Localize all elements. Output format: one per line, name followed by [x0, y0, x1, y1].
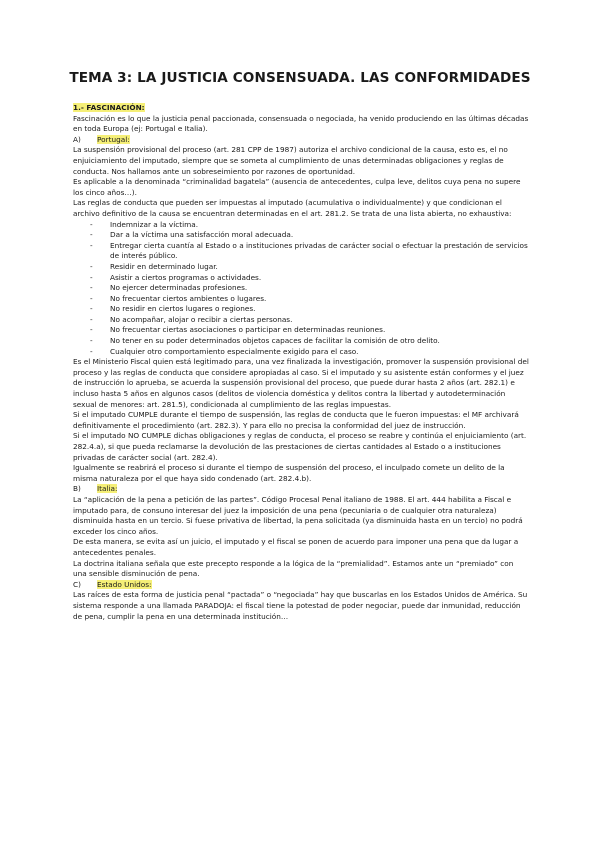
- list-item: - Cualquier otro comportamiento especialmente exigido para el caso.: [73, 347, 529, 358]
- list-item: - Asistir a ciertos programas o actividades.: [73, 273, 529, 284]
- paragraph: Igualmente se reabrirá el proceso si durante el tiempo de suspensión del proceso, el inculpado comete un delito de la misma naturaleza por el que haya sido condenado (art. 282.4.b).: [73, 463, 505, 483]
- paragraph: Si el imputado CUMPLE durante el tiempo de suspensión, las reglas de conducta que le fueron impuestas: el MF archivará definitivamente el procedimiento (art. 282.3). Y para ello no precisa la conformidad del juez de instrucción.: [73, 410, 519, 430]
- conduct-rules-list: [73, 220, 529, 358]
- list-item: - No ejercer determinadas profesiones.: [73, 283, 529, 294]
- subsection-heading-portugal: [73, 135, 529, 146]
- subsection-heading-estados-unidos: [73, 580, 529, 591]
- subsection-letter: C): [73, 579, 81, 589]
- paragraph: La doctrina italiana señala que este precepto responde a la lógica de la “premialidad”. Estamos ante un “premiado” con una sensible disminución de pena.: [73, 558, 514, 579]
- list-item: - No frecuentar ciertas asociaciones o participar en determinadas reuniones.: [73, 325, 529, 336]
- paragraph: Las reglas de conducta que pueden ser impuestas al imputado (acumulativa o individualmente) y que condicionan el archivo definitivo de la causa se encuentran determinadas en el art. 281.2. Se trata de una lista abierta, no exhaustiva:: [73, 198, 512, 218]
- subsection-letter: B): [73, 484, 81, 494]
- list-item: - Dar a la víctima una satisfacción moral adecuada.: [73, 230, 529, 241]
- subsection-title: Italia:: [97, 484, 118, 494]
- subsection-letter: A): [73, 134, 81, 144]
- paragraph: Si el imputado NO CUMPLE dichas obligaciones y reglas de conducta, el proceso se reabre y continúa el enjuiciamiento (art. 282.4.a), si que pueda reclamarse la devolución de las prestaciones de ciertas cantidades al Estado o a instituciones privadas de carácter social (art. 282.4).: [73, 431, 527, 462]
- paragraph: Es aplicable a la denominada “criminalidad bagatela” (ausencia de antecedentes, culpa leve, delitos cuya pena no supere los cinco años…).: [73, 177, 521, 197]
- list-item: - No tener en su poder determinados objetos capaces de facilitar la comisión de otro delito.: [73, 336, 529, 347]
- subsection-title: Portugal:: [97, 134, 130, 144]
- list-item: - Residir en determinado lugar.: [73, 262, 529, 273]
- subsection-title: Estado Unidos:: [97, 579, 152, 589]
- document-body: [73, 103, 529, 622]
- paragraph: La “aplicación de la pena a petición de las partes”. Código Procesal Penal italiano de 1988. El art. 444 habilita a Fiscal e imputado para, de consuno interesar del juez la imposición de una pena (pecuniaria o de cualquier otra naturaleza) disminuida hasta en un tercio. Si fuese privativa de libertad, la pena solicitada (ya disminuida hasta en un tercio) no podrá exceder los cinco años.: [73, 494, 523, 536]
- list-item: - No residir en ciertos lugares o regiones.: [73, 304, 529, 315]
- paragraph: De esta manera, se evita así un juicio, el imputado y el fiscal se ponen de acuerdo para imponer una pena que da lugar a antecedentes penales.: [73, 537, 519, 557]
- section-heading-fascinacion: 1.- FASCINACIÓN:: [73, 103, 145, 112]
- list-item: - No frecuentar ciertos ambientes o lugares.: [73, 294, 529, 305]
- list-item: - Indemnizar a la víctima.: [73, 220, 529, 231]
- page-title: TEMA 3: LA JUSTICIA CONSENSUADA. LAS CONFORMIDADES: [69, 70, 531, 86]
- list-item: - Entregar cierta cuantía al Estado o a instituciones privadas de carácter social o efectuar la prestación de servicios de interés público.: [73, 241, 529, 262]
- paragraph: Fascinación es lo que la justicia penal paccionada, consensuada o negociada, ha venido produciendo en las últimas décadas en toda Europa (ej: Portugal e Italia).: [73, 113, 529, 134]
- paragraph: Las raíces de esta forma de justicia penal “pactada” o “negociada” hay que buscarlas en los Estados Unidos de América. Su sistema responde a una llamada PARADOJA: el fiscal tiene la potestad de poder negociar, puede dar inmunidad, reducción de pena, cumplir la pena en una determinada institución…: [73, 590, 528, 621]
- list-item: - No acompañar, alojar o recibir a ciertas personas.: [73, 315, 529, 326]
- subsection-heading-italia: [73, 484, 529, 495]
- paragraph: Es el Ministerio Fiscal quien está legitimado para, una vez finalizada la investigación, promover la suspensión provisional del proceso y las reglas de conducta que considere apropiadas al caso. Si el imputado y su asistente están conformes y el juez de instrucción lo aprueba, se acuerda la suspensión provisional del proceso, que puede durar hasta 2 años (art. 282.1) e incluso hasta 5 años en algunos casos (delitos de violencia doméstica y delitos contra la libertad y autodeterminación sexual de menores: art. 281.5), condicionada al cumplimiento de las reglas impuestas.: [73, 357, 529, 409]
- paragraph: La suspensión provisional del proceso (art. 281 CPP de 1987) autoriza el archivo condicional de la causa, esto es, el no enjuiciamiento del imputado, siempre que se someta al cumplimiento de unas determinadas obligaciones y reglas de conducta. Nos hallamos ante un sobreseimiento por razones de oportunidad.: [73, 145, 508, 176]
